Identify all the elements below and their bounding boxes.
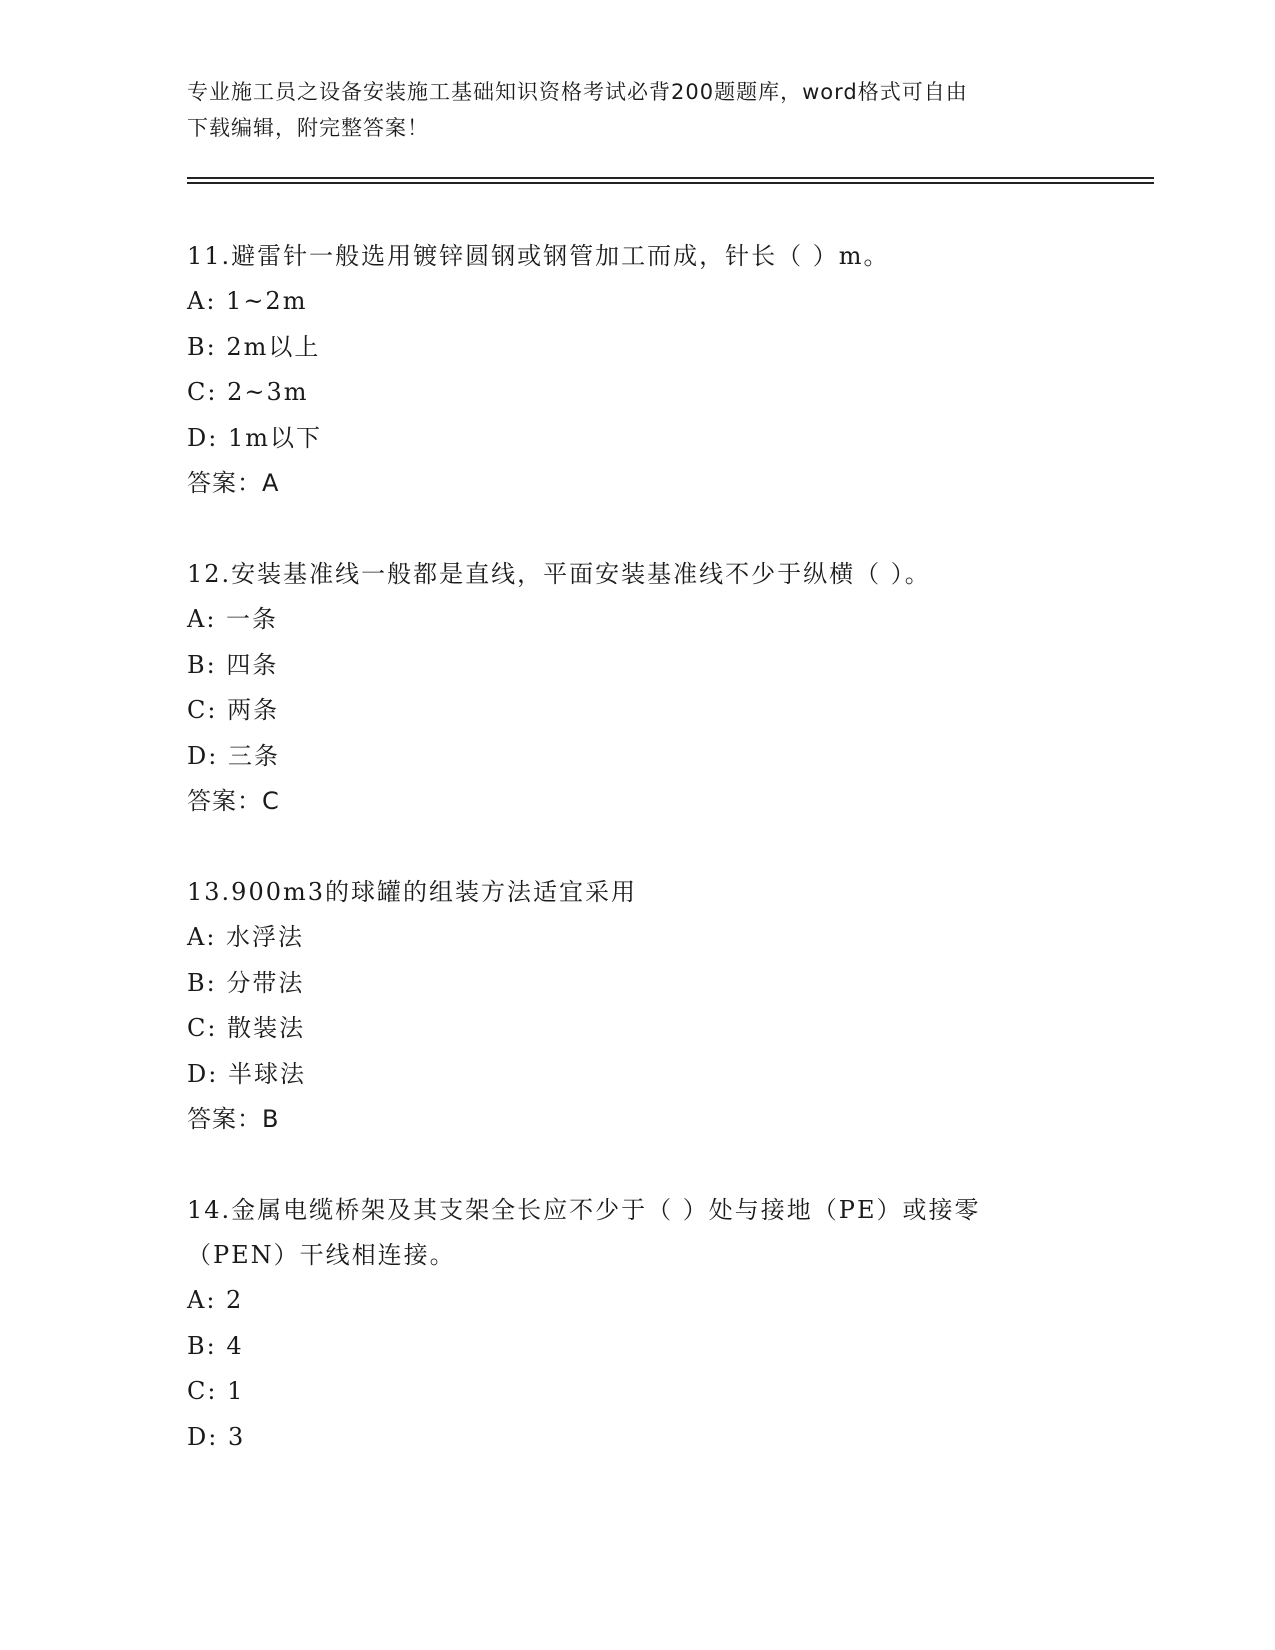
question-14 [187, 1188, 1087, 1460]
question-stem [187, 1188, 1087, 1278]
option-b: B: 4 [187, 1331, 244, 1360]
option-b: B: 分带法 [187, 968, 305, 997]
question-stem-line-1: 14.金属电缆桥架及其支架全长应不少于（ ）处与接地（PE）或接零 [187, 1196, 981, 1224]
option-c: C: 2~3m [187, 378, 309, 406]
option-d: D: 3 [187, 1422, 246, 1451]
option-a: A: 一条 [187, 605, 279, 633]
option-d: D: 半球法 [187, 1059, 306, 1088]
header-line-2: 下载编辑，附完整答案！ [187, 116, 429, 140]
question-13 [187, 870, 1087, 1142]
option-d: D: 三条 [187, 741, 280, 770]
option-a: A: 水浮法 [187, 923, 305, 951]
option-a: A: 2 [187, 1286, 244, 1314]
option-b: B: 2m以上 [187, 332, 321, 361]
question-stem: 13.900m3的球罐的组装方法适宜采用 [187, 878, 638, 906]
answer-label: 答案：C [187, 787, 280, 815]
option-c: C: 两条 [187, 696, 280, 724]
question-11 [187, 234, 1087, 506]
option-c: C: 1 [187, 1377, 245, 1405]
header-divider-top [187, 177, 1154, 179]
question-12 [187, 552, 1087, 824]
option-a: A: 1~2m [187, 287, 308, 315]
question-stem: 12.安装基准线一般都是直线，平面安装基准线不少于纵横（ ）。 [187, 560, 931, 588]
answer-label: 答案：B [187, 1105, 280, 1133]
option-c: C: 散装法 [187, 1014, 306, 1042]
header-line-1: 专业施工员之设备安装施工基础知识资格考试必背200题题库，word格式可自由 [187, 80, 968, 104]
header-divider-bottom [187, 182, 1154, 184]
document-header [187, 74, 1087, 146]
option-b: B: 四条 [187, 650, 279, 679]
option-d: D: 1m以下 [187, 423, 322, 452]
question-stem-line-2: （PEN）干线相连接。 [187, 1241, 456, 1269]
answer-label: 答案：A [187, 469, 280, 497]
question-stem: 11.避雷针一般选用镀锌圆钢或钢管加工而成，针长（ ）m。 [187, 242, 890, 270]
